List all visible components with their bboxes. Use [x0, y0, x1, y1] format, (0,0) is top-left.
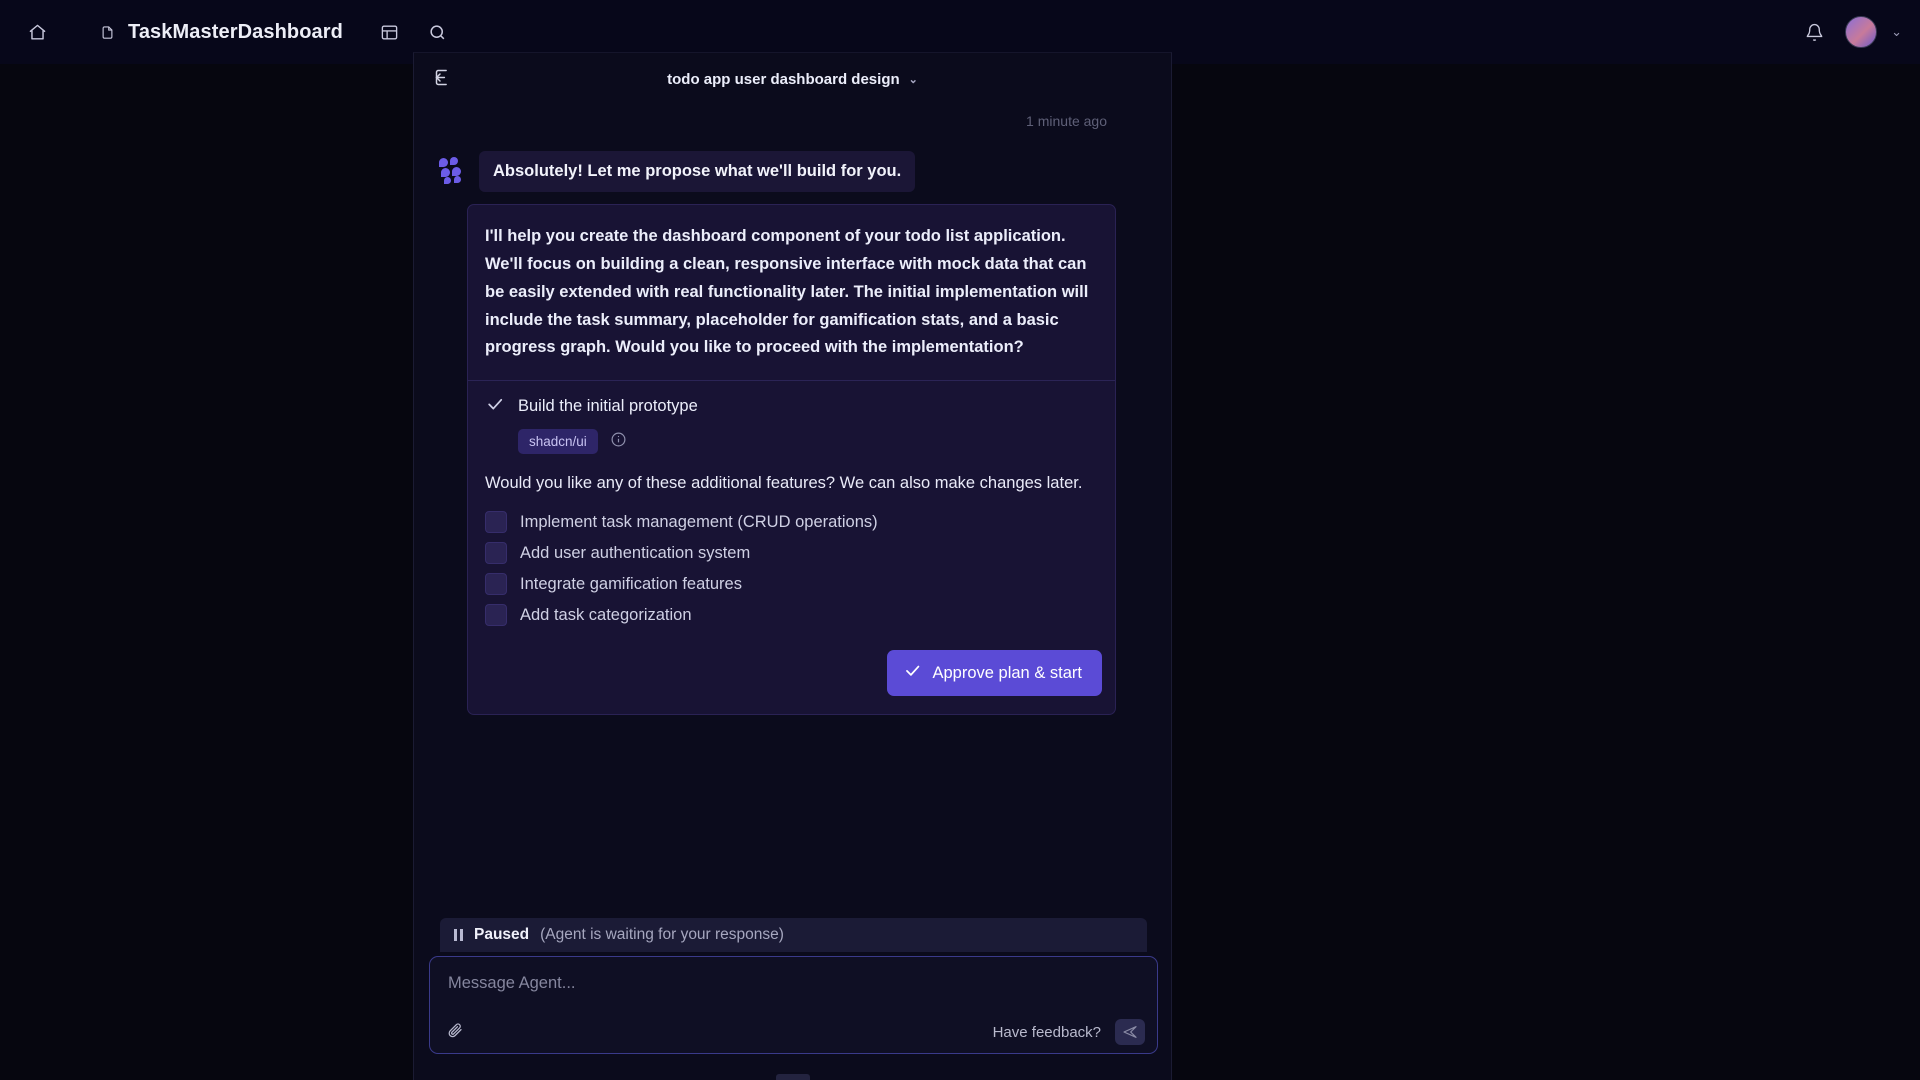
plan-paragraph: I'll help you create the dashboard component of your todo list application. We'll focus on building a clean, responsive interface with mock data that can be easily extended with real functionality later. The initial implementation will include the task summary, placeholder for gamification stats, and a basic progress graph. Would you like to proceed with the implementation?: [485, 227, 1089, 357]
plan-card: [467, 204, 1116, 715]
message-timestamp: 1 minute ago: [1026, 113, 1107, 129]
message-input[interactable]: Message Agent...: [448, 974, 576, 992]
top-bar-left: [20, 15, 455, 49]
status-label: Paused: [474, 926, 530, 943]
chevron-down-icon[interactable]: ⌄: [1891, 24, 1902, 39]
library-tag[interactable]: shadcn/ui: [518, 429, 598, 454]
approve-plan-button[interactable]: [887, 650, 1103, 696]
composer-footer-right: [993, 1019, 1145, 1045]
feedback-link[interactable]: Have feedback?: [992, 1023, 1101, 1041]
checkbox-icon[interactable]: [485, 511, 507, 533]
back-arrow-icon[interactable]: [427, 61, 459, 93]
prototype-task-row: [468, 381, 1115, 419]
approve-plan-label: Approve plan & start: [932, 663, 1082, 682]
thread-title-text: todo app user dashboard design: [667, 70, 900, 88]
agent-logo-icon: [439, 157, 465, 183]
feature-label: Implement task management (CRUD operations): [520, 512, 878, 531]
conversation-panel: [413, 52, 1172, 1080]
project-breadcrumb[interactable]: [96, 21, 343, 44]
status-detail: (Agent is waiting for your response): [540, 926, 784, 943]
chevron-down-icon: ⌄: [908, 73, 918, 86]
checkbox-icon[interactable]: [485, 542, 507, 564]
pause-icon: [454, 929, 463, 941]
feature-label: Add user authentication system: [520, 543, 751, 562]
feature-option[interactable]: [485, 538, 1098, 569]
feature-option[interactable]: [485, 569, 1098, 600]
features-question: Would you like any of these additional features? We can also make changes later.: [485, 474, 1083, 493]
check-icon: [903, 661, 922, 685]
checkbox-icon[interactable]: [485, 573, 507, 595]
composer-footer: [430, 1019, 1157, 1045]
feature-option[interactable]: [485, 507, 1098, 538]
feature-option[interactable]: [485, 600, 1098, 631]
feature-options-list: [468, 493, 1115, 637]
agent-message-row: [414, 129, 1171, 192]
file-icon: [96, 21, 118, 43]
tag-row: [468, 419, 1115, 454]
approve-row: [468, 637, 1115, 714]
feature-label: Add task categorization: [520, 605, 692, 624]
check-icon: [485, 394, 505, 419]
panel-layout-icon[interactable]: [373, 15, 407, 49]
feature-label: Integrate gamification features: [520, 574, 742, 593]
top-bar-right: [1797, 0, 1902, 64]
avatar[interactable]: [1845, 16, 1877, 48]
send-button[interactable]: [1115, 1019, 1145, 1045]
search-icon[interactable]: [421, 15, 455, 49]
agent-intro-bubble: Absolutely! Let me propose what we'll build for you.: [479, 151, 915, 192]
checkbox-icon[interactable]: [485, 604, 507, 626]
status-badge: [440, 918, 1147, 952]
panel-header: [414, 53, 1171, 105]
project-title: TaskMasterDashboard: [128, 20, 343, 43]
info-icon[interactable]: [610, 431, 627, 453]
paperclip-icon[interactable]: [446, 1021, 464, 1044]
message-composer[interactable]: [429, 956, 1158, 1054]
panel-resize-handle[interactable]: [776, 1074, 810, 1080]
thread-title[interactable]: [667, 71, 918, 88]
home-icon[interactable]: [20, 15, 54, 49]
prototype-label: Build the initial prototype: [518, 397, 698, 416]
bell-icon[interactable]: [1797, 15, 1831, 49]
